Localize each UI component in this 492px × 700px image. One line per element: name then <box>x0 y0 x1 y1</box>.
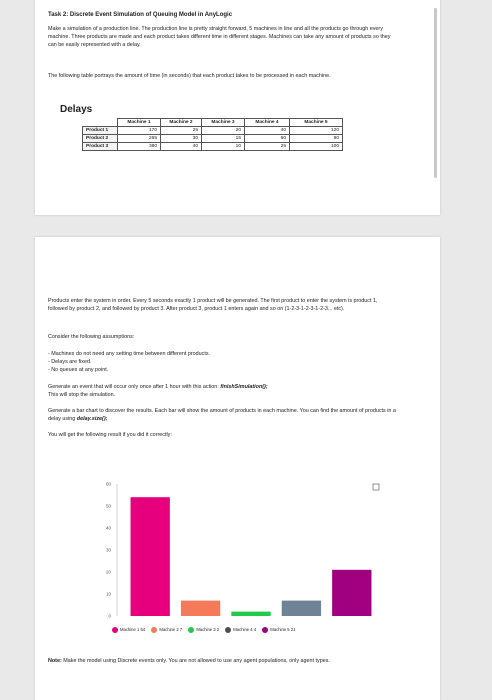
row-label: Product 3 <box>83 143 118 151</box>
event-text: Generate an event that will occur only once after 1 hour with this action: <box>48 384 219 390</box>
bar-chart-text: Generate a bar chart to discover the results. Each bar will show the amount of products in each machine. You can find the amount of products in a delay using <box>48 408 396 422</box>
legend-label: Machine 5 21 <box>270 627 296 633</box>
table-header-cell: Machine 2 <box>161 119 202 127</box>
event-paragraph <box>48 383 398 399</box>
note-paragraph <box>48 657 398 665</box>
bar-machine-3 <box>231 612 270 616</box>
delay-size-code: delay.size(); <box>76 416 108 422</box>
table-cell: 30 <box>161 135 202 143</box>
legend-marker <box>112 627 118 633</box>
legend-item <box>188 627 219 632</box>
bar-machine-1 <box>131 497 170 616</box>
bar-machine-5 <box>332 570 371 616</box>
table-row <box>83 127 343 135</box>
legend-label: Machine 4 4 <box>233 627 257 633</box>
legend-label: Machine 3 2 <box>196 627 220 633</box>
y-tick-label: 10 <box>105 591 111 597</box>
table-header-row <box>83 119 343 127</box>
legend-label: Machine 2 7 <box>159 627 183 633</box>
legend-label: Machine 1 54 <box>120 627 146 633</box>
assumption-item: - Delays are fixed. <box>48 359 92 365</box>
table-cell: 25 <box>245 143 290 151</box>
table-cell: 10 <box>202 143 245 151</box>
arrival-paragraph: Products enter the system in order. Every 5 seconds exactly 1 product will be generated. The first product to enter the system is product 1, followed by product 2, and followed by product 3. After product 3, product 1 enters again and so on (1-2-3-1-2-3-1-2-3... etc). <box>48 298 378 312</box>
y-tick-label: 60 <box>105 481 111 487</box>
bar-machine-4 <box>282 601 321 616</box>
table-description: The following table portrays the amount of time (in seconds) that each product takes to be processed in each machine. <box>48 73 331 79</box>
table-cell: 15 <box>202 135 245 143</box>
table-cell: 120 <box>290 127 343 135</box>
event-text-2: This will stop the simulation. <box>48 392 116 398</box>
y-tick-label: 40 <box>105 525 111 531</box>
finish-simulation-code: finishSimulation(); <box>220 384 268 390</box>
y-tick-label: 20 <box>105 569 111 575</box>
legend-marker <box>225 627 231 633</box>
table-row <box>83 143 343 151</box>
assumptions-intro: Consider the following assumptions: <box>48 334 135 340</box>
legend-item <box>262 627 295 632</box>
delays-table-title: Delays <box>60 104 93 115</box>
table-row <box>83 135 343 143</box>
legend-marker <box>188 627 194 633</box>
table-cell: 170 <box>118 127 161 135</box>
chart-menu-icon[interactable] <box>373 484 379 490</box>
y-tick-label: 0 <box>108 613 111 619</box>
table-cell: 40 <box>161 143 202 151</box>
assumption-item: - Machines do not need any setting time between different products. <box>48 351 211 357</box>
delays-table <box>82 118 343 151</box>
result-intro: You will get the following result if you did it correctly: <box>48 432 172 438</box>
scrollbar[interactable] <box>434 8 437 178</box>
note-label: Note: <box>48 658 62 664</box>
legend-marker <box>151 627 157 633</box>
bar-chart-paragraph <box>48 407 398 423</box>
row-label: Product 1 <box>83 127 118 135</box>
table-cell: 50 <box>245 135 290 143</box>
intro-paragraph: Make a simulation of a production line. The production line is pretty straight forward, 5 machines in line and all the products go through every machine. Three products are made and each product takes different time in different stages. Machines can take any amount of products so they can be easily represented with a delay. <box>48 26 391 48</box>
table-header-cell: Machine 4 <box>245 119 290 127</box>
row-label: Product 2 <box>83 135 118 143</box>
machine-bar-chart <box>97 478 387 628</box>
legend-marker <box>262 627 268 633</box>
y-tick-label: 30 <box>105 547 111 553</box>
table-cell: 40 <box>245 127 290 135</box>
table-header-cell: Machine 5 <box>290 119 343 127</box>
table-cell: 380 <box>118 143 161 151</box>
legend-item <box>225 627 256 632</box>
bar-machine-2 <box>181 601 220 616</box>
legend-item <box>112 627 145 632</box>
table-header-cell: Machine 3 <box>202 119 245 127</box>
table-cell: 90 <box>290 135 343 143</box>
table-cell: 20 <box>202 127 245 135</box>
chart-legend <box>112 627 300 633</box>
assumption-item: - No queues at any point. <box>48 367 109 373</box>
note-text: Make the model using Discrete events only. You are not allowed to use any agent populations, only agent types. <box>63 658 330 664</box>
y-tick-label: 50 <box>105 503 111 509</box>
table-corner-cell <box>83 119 118 127</box>
legend-item <box>151 627 182 632</box>
table-cell: 100 <box>290 143 343 151</box>
task-title: Task 2: Discrete Event Simulation of Queuing Model in AnyLogic <box>48 12 233 18</box>
table-cell: 25 <box>161 127 202 135</box>
table-header-cell: Machine 1 <box>118 119 161 127</box>
table-cell: 265 <box>118 135 161 143</box>
